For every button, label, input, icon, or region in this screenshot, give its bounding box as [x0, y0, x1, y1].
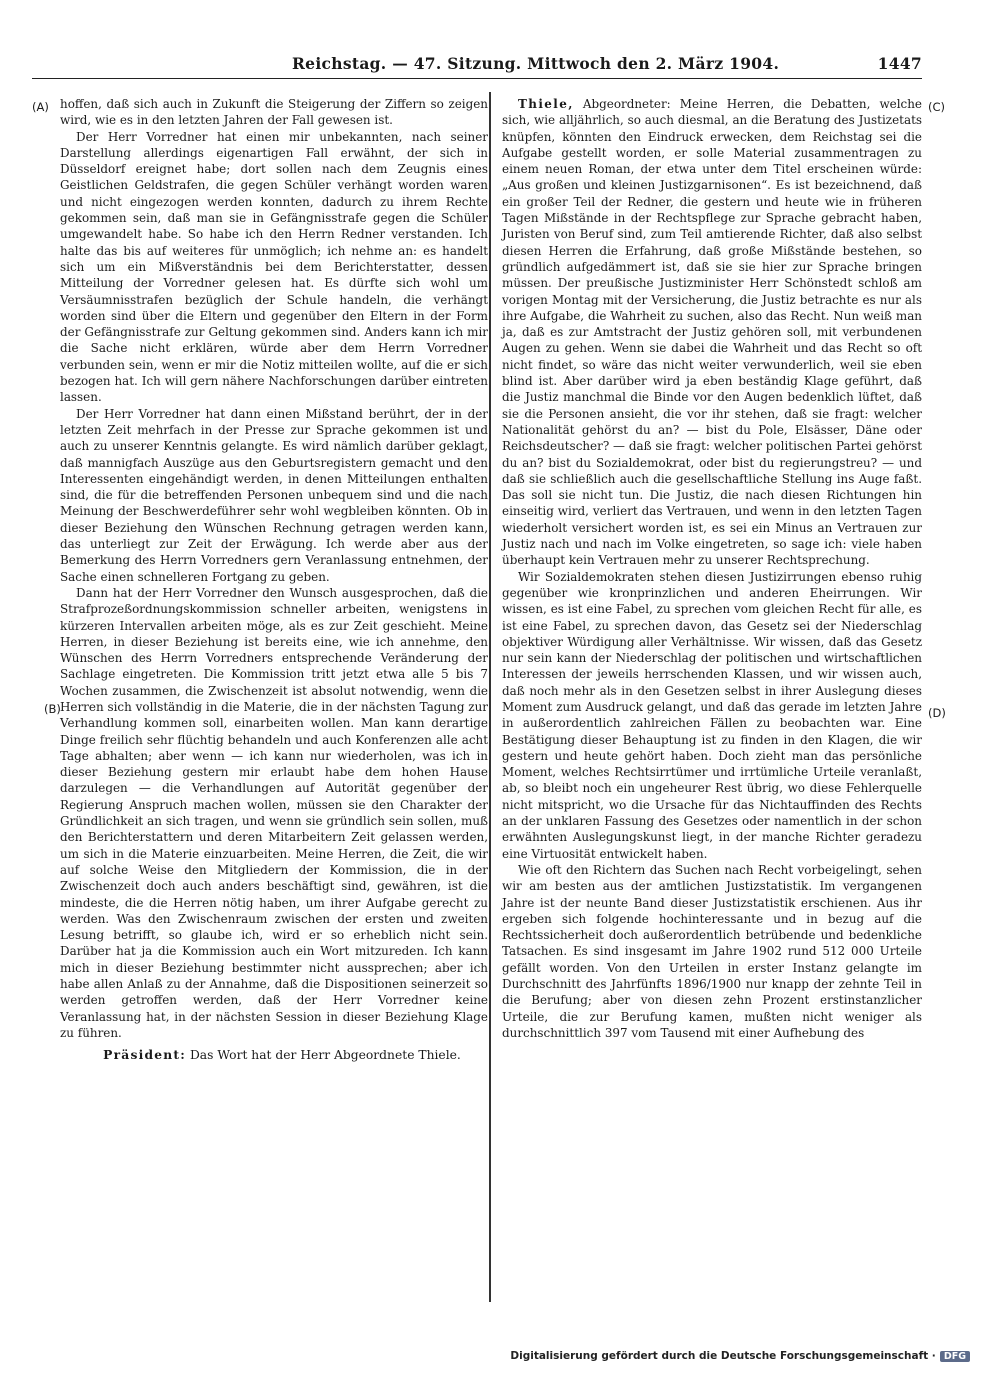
footer-text: Digitalisierung gefördert durch die Deutsche Forschungsgemeinschaft ·: [510, 1350, 936, 1362]
margin-marker-b: (B): [44, 702, 61, 716]
footer-credit: [510, 1350, 970, 1362]
page-title: Reichstag. — 47. Sitzung. Mittwoch den 2. März 1904.: [292, 54, 780, 73]
page-number: 1447: [877, 54, 922, 73]
right-paragraph-3: Wie oft den Richtern das Suchen nach Recht vorbeigelingt, sehen wir am besten aus der amtlichen Justizstatistik. Im vergangenen Jahre ist der neunte Band dieser Justizstatistik erschienen. Aus ihr ergeben sich folgende hochinteressante und in bezug auf die Rechtssicherheit doch außerordentlich betrübende und bedenkliche Tatsachen. Es sind insgesamt im Jahre 1902 rund 512 000 Urteile gefällt worden. Von den Urteilen in erster Instanz gelangte im Durchschnitt des Jahrfünfts 1896/1900 nur knapp der zehnte Teil in die Berufung; aber von diesen zehn Prozent erstinstanzlicher Urteile, die zur Berufung kamen, mußten nicht weniger als durchschnittlich 397 vom Tausend mit einer Aufhebung des: [502, 862, 922, 1040]
president-label: Präsident:: [103, 1047, 187, 1063]
right-column: [502, 96, 922, 1041]
left-paragraph-3: Der Herr Vorredner hat dann einen Mißstand berührt, der in der letzten Zeit mehrfach in der Presse zur Sprache gekommen ist und auch zu unserer Kenntnis gelangte. Es wird nämlich darüber geklagt, daß mannigfach Auszüge aus den Geburtsregistern gemacht und den Interessenten eingehändigt werden, in denen Mitteilungen enthalten sind, die für die betreffenden Personen unbequem sind und die nach Meinung der Beschwerdeführer sehr wohl wegbleiben könnten. Ob in dieser Beziehung den Wünschen Rechnung getragen werden kann, das unterliegt zur Zeit der Erwägung. Ich werde aber aus der Bemerkung des Herrn Vorredners gern Veranlassung entnehmen, der Sache einen schnelleren Fortgang zu geben.: [60, 406, 488, 584]
left-paragraph-4: Dann hat der Herr Vorredner den Wunsch ausgesprochen, daß die Strafprozeßordnungskommission schneller arbeiten, wenigstens in kürzeren Intervallen arbeiten möge, als es zur Zeit geschieht. Meine Herren, in dieser Beziehung ist bereits eine, wie ich annehme, den Wünschen des Herrn Vorredners entsprechende Veränderung der Sachlage eingetreten. Die Kommission tritt jetzt etwa alle 5 bis 7 Wochen zusammen, die Zwischenzeit ist absolut notwendig, wenn die Herren sich vollständig in die Materie, die in der nächsten Tagung zur Verhandlung kommen soll, einarbeiten wollen. Man kann derartige Dinge freilich sehr flüchtig behandeln und auch Konferenzen alle acht Tage abhalten; aber wenn — ich kann nur wiederholen, was ich in dieser Beziehung gestern mir erlaubt habe dem hohen Hause darzulegen — die Verhandlungen auf Autorität gegenüber der Regierung Anspruch machen wollen, müssen sie den Charakter der Gründlichkeit an sich tragen, und wenn sie gründlich sein sollen, muß den Berichterstattern und deren Mitarbeitern Zeit gelassen werden, um sich in die Materie einzuarbeiten. Meine Herren, die Zeit, die wir auf solche Weise den Mitgliedern der Kommission, die in der Zwischenzeit doch auch anders beschäftigt sind, gewähren, ist die mindeste, die die Herren nötig haben, um ihrer Aufgabe gerecht zu werden. Was den Zwischenraum zwischen der ersten und zweiten Lesung betrifft, so glaube ich, wird er so erheblich nicht sein. Darüber hat ja die Kommission auch ein Wort mitzureden. Ich kann mich in dieser Beziehung bestimmter nicht aussprechen; aber ich habe allen Anlaß zu der Annahme, daß die Dispositionen seinerzeit so werden getroffen werden, daß der Herr Vorredner keine Veranlassung hat, in der nächsten Session in dieser Beziehung Klage zu führen.: [60, 585, 488, 1040]
speaker-role: Abgeordneter:: [582, 97, 671, 111]
dfg-logo: DFG: [940, 1351, 970, 1362]
margin-marker-d: (D): [928, 706, 946, 720]
speaker-name: Thiele,: [518, 97, 574, 111]
left-paragraph-2: Der Herr Vorredner hat einen mir unbekannten, nach seiner Darstellung allerdings eigenartigen Fall erwähnt, der sich in Düsseldorf ereignet habe; dort sollen nach dem Zeugnis eines Geistlichen Geldstrafen, die gegen Schüler verhängt worden waren und nicht eingezogen werden konnten, dadurch zu ihrem Rechte gekommen sein, daß man sie in Gefängnisstrafe gegen die Schüler umgewandelt habe. So habe ich den Herrn Redner verstanden. Ich halte das bis auf weiteres für unmöglich; ich nehme an: es handelt sich um ein Mißverständnis bei dem Berichterstatter, dessen Mitteilung der Vorredner gelesen hat. Es dürfte sich wohl um Versäumnisstrafen bezüglich der Schule handeln, die verhängt worden sind über die Eltern und gegenüber den Eltern in der Form der Gefängnisstrafe zur Geltung gekommen sind. Anders kann ich mir die Sache nicht erklären, würde aber dem Herrn Vorredner verbunden sein, wenn er mir die Notiz mitteilen wollte, auf die er sich bezogen hat. Ich will gern nähere Nachforschungen darüber eintreten lassen.: [60, 129, 488, 405]
right-paragraph-2: Wir Sozialdemokraten stehen diesen Justizirrungen ebenso ruhig gegenüber wie kronprinzlichen und anderen Eheirrungen. Wir wissen, es ist eine Fabel, zu sprechen vom gleichen Recht für alle, es ist eine Fabel, zu sprechen davon, das Gesetz sei der Niederschlag objektiver Würdigung aller Verhältnisse. Wir wissen, daß das Gesetz nur sein kann der Niederschlag der politischen und wirtschaftlichen Interessen der jeweils herrschenden Klassen, und wir wissen auch, daß noch mehr als in den Gesetzen selbst in ihrer Auslegung dieses Moment zum Ausdruck gelangt, und daß das gerade im letzten Jahre in außerordentlich zahlreichen Fällen zu beobachten war. Eine Bestätigung dieser Behauptung ist zu finden in den Klagen, die wir gestern und heute gehört haben. Doch zieht man das persönliche Moment, welches Rechtsirrtümer und irrtümliche Urteile veranlaßt, ab, so bleibt noch ein ungeheurer Rest übrig, wo diese Fehlerquelle nicht mitspricht, wo die Ursache für das Nichtauffinden des Rechts an der unklaren Fassung des Gesetzes oder namentlich in der schon erwähnten Auslegungskunst liegt, in der manche Richter geradezu eine Virtuosität entwickelt haben.: [502, 569, 922, 861]
margin-marker-a: (A): [32, 100, 49, 114]
right-paragraph-1: [502, 96, 922, 569]
page-header: [32, 54, 922, 79]
president-line: [60, 1047, 488, 1063]
speech-text-1: Meine Herren, die Debatten, welche sich, wie alljährlich, so auch diesmal, an die Beratung des Justizetats knüpfen, könnten den Eindruck erwecken, dem Reichstag sei die Aufgabe gestellt worden, er solle Material zusammentragen zu einem neuen Roman, der etwa unter dem Titel erscheinen würde: „Aus großen und kleinen Justizgarnisonen“. Es ist bezeichnend, daß ein großer Teil der Redner, die gestern und heute wie in früheren Tagen Mißstände in der Rechtspflege zur Sprache gebracht haben, Juristen von Beruf sind, zum Teil amtierende Richter, daß also selbst diesen Herren die Erfahrung, daß große Mißstände bestehen, so gründlich aufgedämmert ist, daß sie sie hier zur Sprache bringen müssen. Der preußische Justizminister Herr Schönstedt schloß am vorigen Montag mit der Versicherung, die Justiz betrachte es nur als ihre Aufgabe, die Wahrheit zu suchen, also das Recht. Nun weiß man ja, daß es zur Amtstracht der Justiz gehören soll, mit verbundenen Augen zu gehen. Wenn sie dabei die Wahrheit und das Recht so oft nicht findet, so wäre das nicht weiter verwunderlich, weil sie eben blind ist. Aber darüber wird ja eben beständig Klage geführt, daß die Justiz manchmal die Binde vor den Augen bedenklich lüftet, daß sie die Personen ansieht, die vor ihr stehen, daß sie fragt: welcher Nationalität gehörst du an? — bist du Pole, Elsässer, Däne oder Reichsdeutscher? — daß sie fragt: welcher politischen Partei gehörst du an? bist du Sozialdemokrat, oder bist du regierungstreu? — und daß sie schließlich auch die gesellschaftliche Stellung ins Auge faßt. Das soll sie nicht tun. Die Justiz, die nach diesen Richtungen hin einseitig wird, verliert das Vertrauen, und wenn in den letzten Tagen wiederholt versichert worden ist, es sei ein Minus an Vertrauen zur Justiz nach und nach im Volke eingetreten, so sage ich: viele haben überhaupt kein Vertrauen mehr zu unserer Rechtsprechung.: [502, 97, 922, 568]
president-text: Das Wort hat der Herr Abgeordnete Thiele.: [189, 1048, 461, 1063]
margin-marker-c: (C): [928, 100, 946, 114]
left-paragraph-1: hoffen, daß sich auch in Zukunft die Steigerung der Ziffern so zeigen wird, wie es in den letzten Jahren der Fall gewesen ist.: [60, 97, 488, 128]
left-column: [60, 96, 488, 1064]
column-divider: [489, 92, 491, 1302]
